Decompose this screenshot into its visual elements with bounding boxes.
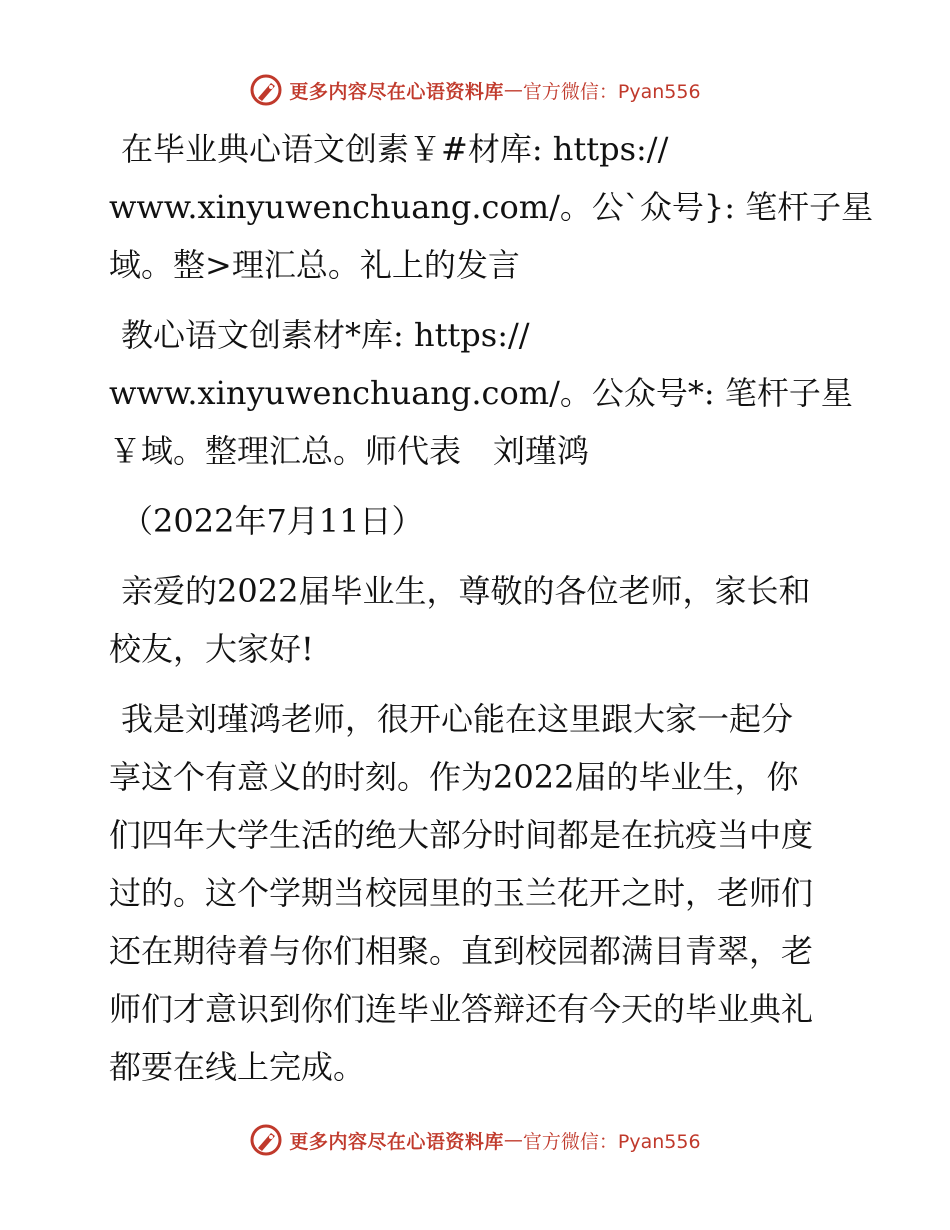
banner-text: 更多内容尽在心语资料库 <box>289 1130 504 1153</box>
pen-logo-icon <box>249 73 283 107</box>
heading-line: 域。整>理汇总。礼上的发言 <box>109 246 520 284</box>
footer-banner <box>0 1120 950 1160</box>
greeting-line: 校友，大家好! <box>109 630 314 668</box>
speaker-line: ￥域。整理汇总。师代表 刘瑾鸿 <box>109 432 590 470</box>
heading-line: www.xinyuwenchuang.com/。公`众号}: 笔杆子星 <box>109 188 874 226</box>
body-line: 过的。这个学期当校园里的玉兰花开之时，老师们 <box>109 874 814 912</box>
date-line: （2022年7月11日） <box>121 502 424 540</box>
header-banner <box>0 70 950 110</box>
speaker-paragraph <box>97 306 857 480</box>
document-body <box>97 120 874 1108</box>
banner-wechat: 官方微信：Pyan556 <box>522 1130 701 1153</box>
banner-wechat: 官方微信：Pyan556 <box>522 80 701 103</box>
body-line: 都要在线上完成。 <box>109 1048 366 1086</box>
body-line: 们四年大学生活的绝大部分时间都是在抗疫当中度 <box>109 816 814 854</box>
body-line: 还在期待着与你们相聚。直到校园都满目青翠，老 <box>109 932 814 970</box>
body-line: 享这个有意义的时刻。作为2022届的毕业生，你 <box>109 758 799 796</box>
banner-dash: — <box>503 79 523 101</box>
pen-logo-icon <box>249 1123 283 1157</box>
greeting-paragraph <box>97 562 857 678</box>
heading-paragraph <box>97 120 874 294</box>
banner-dash: — <box>503 1129 523 1151</box>
greeting-line: 亲爱的2022届毕业生，尊敬的各位老师，家长和 <box>121 572 811 610</box>
speaker-line: 教心语文创素材*库: https:// <box>121 316 530 354</box>
body-line: 我是刘瑾鸿老师，很开心能在这里跟大家一起分 <box>121 700 794 738</box>
body-line: 师们才意识到你们连毕业答辩还有今天的毕业典礼 <box>109 990 814 1028</box>
body-paragraph <box>97 690 857 1096</box>
banner-text: 更多内容尽在心语资料库 <box>289 80 504 103</box>
heading-line: 在毕业典心语文创素￥#材库: https:// <box>121 130 669 168</box>
speaker-line: www.xinyuwenchuang.com/。公众号*: 笔杆子星 <box>109 374 853 412</box>
date-paragraph <box>97 492 857 550</box>
